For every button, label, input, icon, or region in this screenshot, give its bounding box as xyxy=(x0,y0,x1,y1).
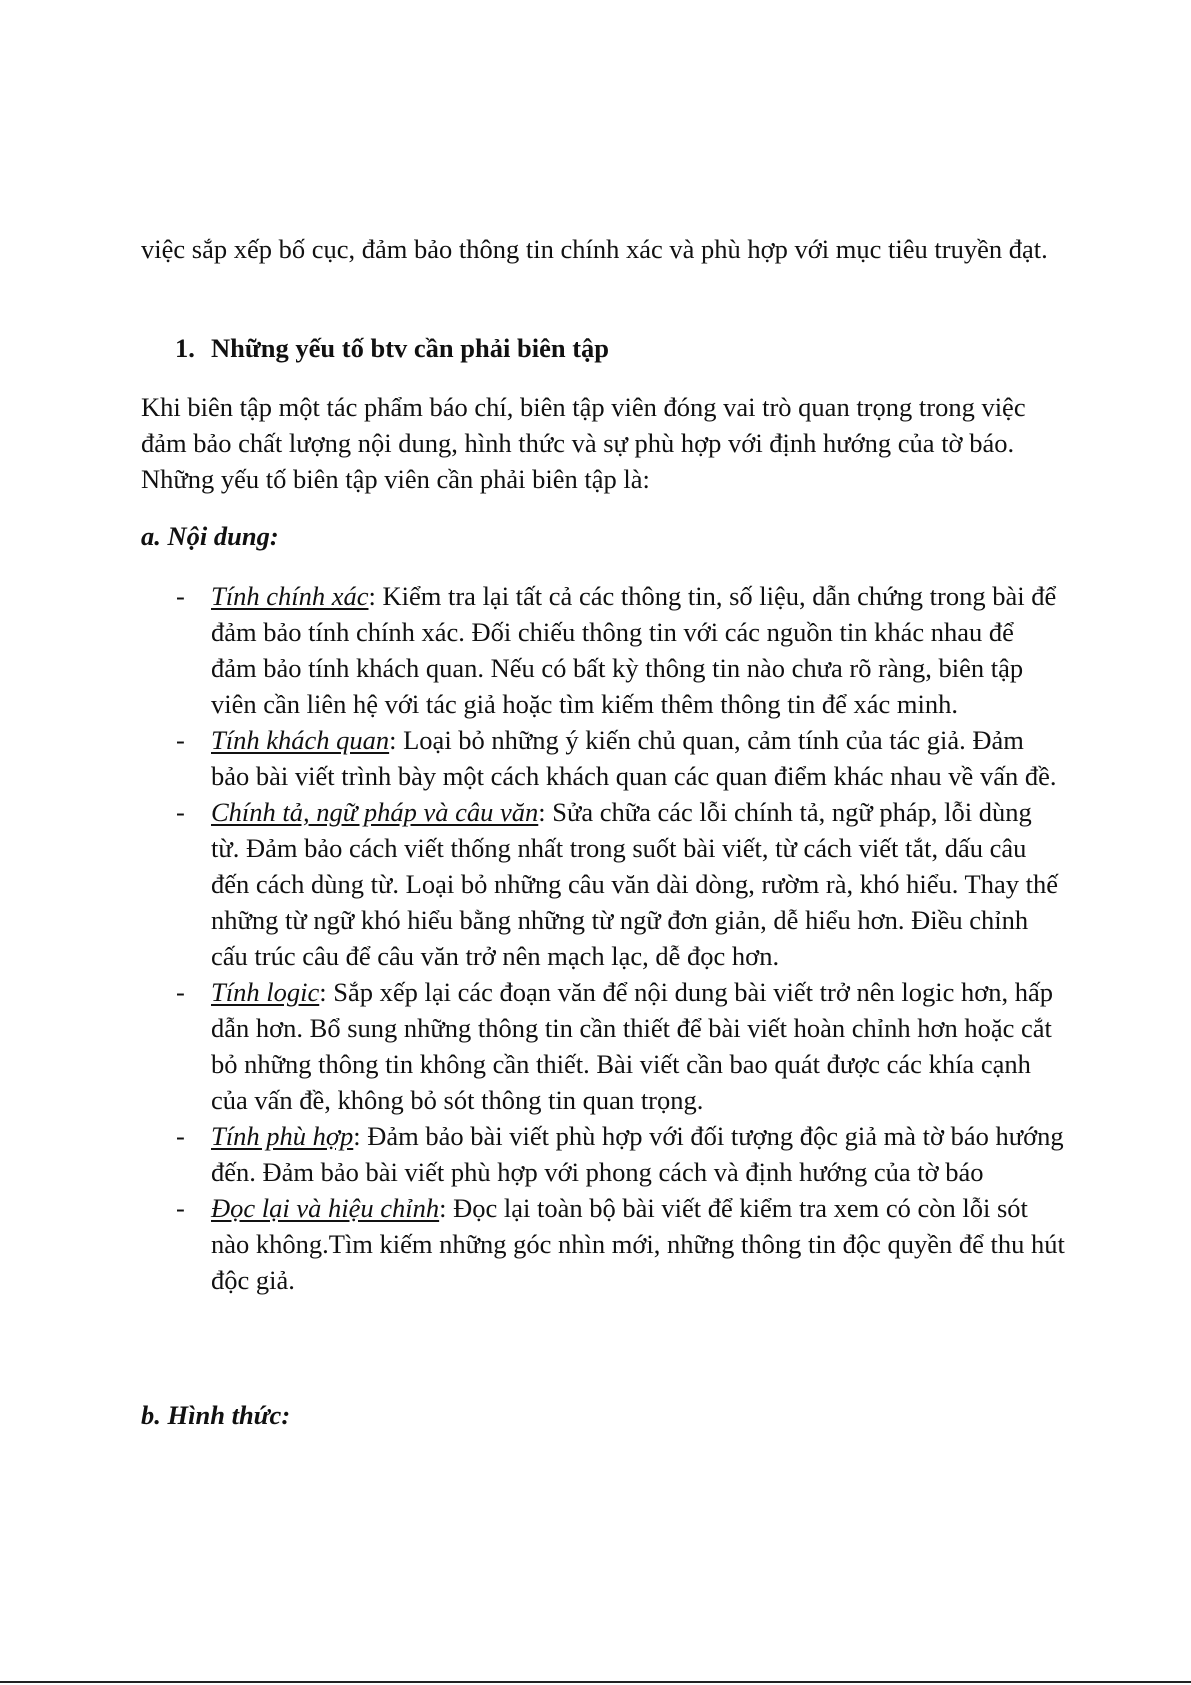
intro-paragraph: việc sắp xếp bố cục, đảm bảo thông tin chính xác và phù hợp với mục tiêu truyền đạt. xyxy=(141,234,1048,264)
list-dash: - xyxy=(176,1121,185,1151)
subheading-content: a. Nội dung: xyxy=(141,521,279,551)
list-item xyxy=(141,794,1066,974)
list-dash: - xyxy=(176,1193,185,1223)
list-item-separator: : xyxy=(353,1121,361,1151)
list-item-text: Đảm bảo bài viết phù hợp với đối tượng độc giả mà tờ báo hướng đến. Đảm bảo bài viết phù hợp với phong cách và định hướng của tờ báo xyxy=(211,1121,1064,1187)
list-item xyxy=(141,1190,1066,1298)
list-item xyxy=(141,722,1066,794)
list-item-text: Kiểm tra lại tất cả các thông tin, số liệu, dẫn chứng trong bài để đảm bảo tính chính xác. Đối chiếu thông tin với các nguồn tin khác nhau để đảm bảo tính khách quan. Nếu có bất kỳ thông tin nào chưa rõ ràng, biên tập viên cần liên hệ với tác giả hoặc tìm kiếm thêm thông tin để xác minh. xyxy=(211,581,1057,719)
list-item-term: Tính chính xác xyxy=(211,581,369,611)
list-item-separator: : xyxy=(319,977,327,1007)
section-number: 1. xyxy=(175,333,195,363)
list-item-term: Tính khách quan xyxy=(211,725,390,755)
list-item xyxy=(141,578,1066,722)
list-item-separator: : xyxy=(389,725,397,755)
page-bottom-rule xyxy=(0,1681,1191,1683)
list-dash: - xyxy=(176,977,185,1007)
section-title: Những yếu tố btv cần phải biên tập xyxy=(211,333,610,363)
list-dash: - xyxy=(176,725,185,755)
list-item-separator: : xyxy=(368,581,376,611)
list-item xyxy=(141,1118,1066,1190)
content-criteria-list xyxy=(141,578,1066,1298)
list-item-text: Loại bỏ những ý kiến chủ quan, cảm tính của tác giả. Đảm bảo bài viết trình bày một cách khách quan các quan điểm khác nhau về vấn đề. xyxy=(211,725,1057,791)
list-item-text: Sửa chữa các lỗi chính tả, ngữ pháp, lỗi dùng từ. Đảm bảo cách viết thống nhất trong suốt bài viết, từ cách viết tắt, dấu câu đến cách dùng từ. Loại bỏ những câu văn dài dòng, rườm rà, khó hiểu. Thay thế những từ ngữ khó hiểu bằng những từ ngữ đơn giản, dễ hiểu hơn. Điều chỉnh cấu trúc câu để câu văn trở nên mạch lạc, dễ đọc hơn. xyxy=(211,797,1058,971)
list-dash: - xyxy=(176,797,185,827)
list-item-term: Đọc lại và hiệu chỉnh xyxy=(211,1193,440,1223)
list-item-term: Chính tả, ngữ pháp và câu văn xyxy=(211,797,539,827)
list-item-separator: : xyxy=(439,1193,447,1223)
list-item-text: Sắp xếp lại các đoạn văn để nội dung bài viết trở nên logic hơn, hấp dẫn hơn. Bổ sung những thông tin cần thiết để bài viết hoàn chỉnh hơn hoặc cắt bỏ những thông tin không cần thiết. Bài viết cần bao quát được các khía cạnh của vấn đề, không bỏ sót thông tin quan trọng. xyxy=(211,977,1053,1115)
body-paragraph: Khi biên tập một tác phẩm báo chí, biên tập viên đóng vai trò quan trọng trong việc đảm bảo chất lượng nội dung, hình thức và sự phù hợp với định hướng của tờ báo. Những yếu tố biên tập viên cần phải biên tập là: xyxy=(141,392,1026,494)
list-item-term: Tính logic xyxy=(211,977,320,1007)
section-heading xyxy=(175,330,609,366)
subheading-form: b. Hình thức: xyxy=(141,1400,291,1430)
list-item xyxy=(141,974,1066,1118)
list-item-separator: : xyxy=(538,797,546,827)
list-item-term: Tính phù hợp xyxy=(211,1121,354,1151)
list-dash: - xyxy=(176,581,185,611)
list-item-text: Đọc lại toàn bộ bài viết để kiểm tra xem có còn lỗi sót nào không.Tìm kiếm những góc nhìn mới, những thông tin độc quyền để thu hút độc giả. xyxy=(211,1193,1065,1295)
